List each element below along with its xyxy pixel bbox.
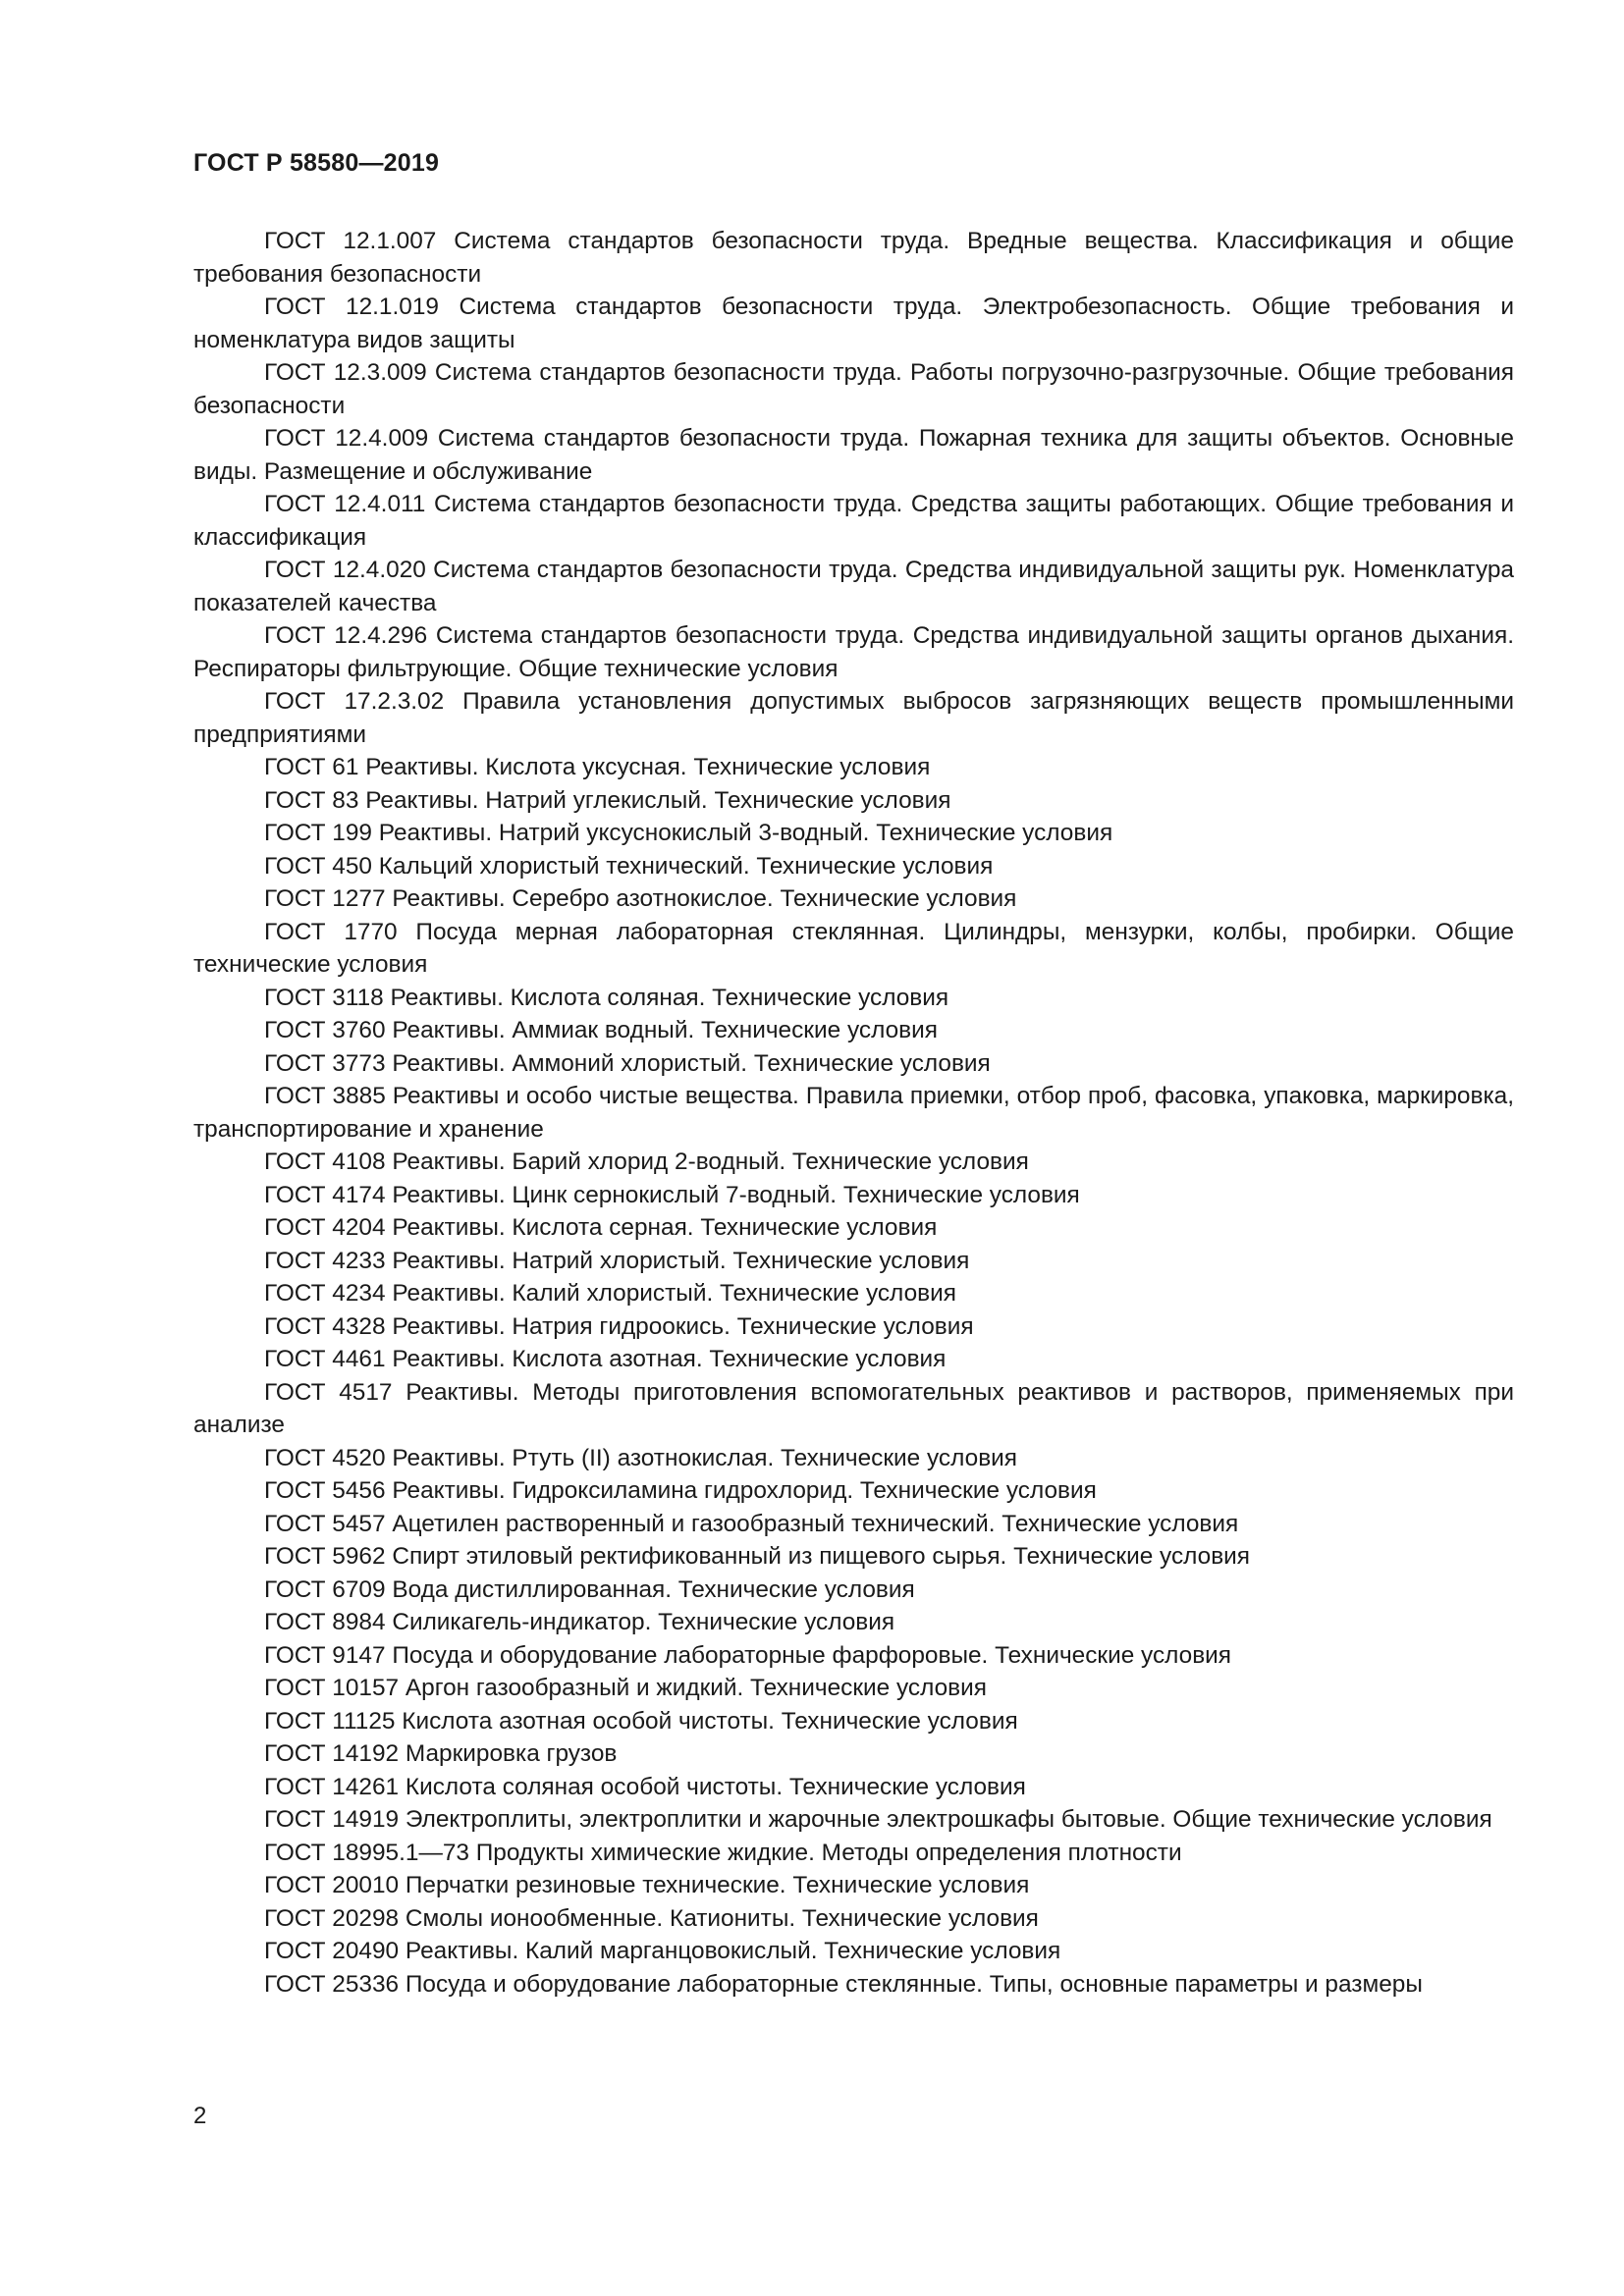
reference-entry: ГОСТ 8984 Силикагель-индикатор. Технические условия bbox=[264, 1609, 895, 1635]
reference-entry: ГОСТ 4234 Реактивы. Калий хлористый. Технические условия bbox=[264, 1280, 956, 1307]
reference-entry: ГОСТ 20298 Смолы ионообменные. Катиониты. Технические условия bbox=[264, 1904, 1039, 1932]
reference-entry: ГОСТ 4517 Реактивы. Методы приготовления вспомогательных реактивов и растворов, применяемых при анализе bbox=[193, 1378, 1514, 1438]
reference-entry: ГОСТ 83 Реактивы. Натрий углекислый. Технические условия bbox=[264, 786, 951, 814]
reference-entry: ГОСТ 450 Кальций хлористый технический. Технические условия bbox=[264, 852, 994, 880]
reference-entry: ГОСТ 9147 Посуда и оборудование лабораторные фарфоровые. Технические условия bbox=[264, 1641, 1232, 1669]
reference-entry: ГОСТ 61 Реактивы. Кислота уксусная. Технические условия bbox=[264, 754, 931, 780]
document-header: ГОСТ Р 58580—2019 bbox=[193, 149, 440, 177]
reference-entry: ГОСТ 4328 Реактивы. Натрия гидроокись. Технические условия bbox=[264, 1312, 974, 1340]
reference-entry: ГОСТ 20010 Перчатки резиновые технические. Технические условия bbox=[264, 1872, 1030, 1898]
reference-entry: ГОСТ 4204 Реактивы. Кислота серная. Технические условия bbox=[264, 1214, 938, 1241]
reference-entry: ГОСТ 4174 Реактивы. Цинк сернокислый 7-водный. Технические условия bbox=[264, 1181, 1080, 1208]
reference-entry: ГОСТ 5457 Ацетилен растворенный и газообразный технический. Технические условия bbox=[264, 1510, 1239, 1537]
reference-entry: ГОСТ 4520 Реактивы. Ртуть (II) азотнокислая. Технические условия bbox=[264, 1444, 1017, 1471]
reference-entry: ГОСТ 12.4.009 Система стандартов безопасности труда. Пожарная техника для защиты объектов. Основные виды. Размещение и обслуживание bbox=[193, 425, 1514, 485]
reference-entry: ГОСТ 12.3.009 Система стандартов безопасности труда. Работы погрузочно-разгрузочные. Общие требования безопасности bbox=[193, 359, 1514, 419]
reference-entry: ГОСТ 4108 Реактивы. Барий хлорид 2-водный. Технические условия bbox=[264, 1148, 1029, 1175]
reference-entry: ГОСТ 12.1.019 Система стандартов безопасности труда. Электробезопасность. Общие требования и номенклатура видов защиты bbox=[193, 294, 1514, 353]
reference-entry: ГОСТ 10157 Аргон газообразный и жидкий. Технические условия bbox=[264, 1675, 987, 1701]
reference-entry: ГОСТ 3773 Реактивы. Аммоний хлористый. Технические условия bbox=[264, 1049, 991, 1077]
reference-entry: ГОСТ 12.4.296 Система стандартов безопасности труда. Средства индивидуальной защиты органов дыхания. Респираторы фильтрующие. Общие технические условия bbox=[193, 622, 1514, 682]
reference-entry: ГОСТ 3885 Реактивы и особо чистые вещества. Правила приемки, отбор проб, фасовка, упаковка, маркировка, транспортирование и хранение bbox=[193, 1083, 1514, 1143]
reference-entry: ГОСТ 12.4.011 Система стандартов безопасности труда. Средства защиты работающих. Общие требования и классификация bbox=[193, 491, 1514, 551]
reference-entry: ГОСТ 1770 Посуда мерная лабораторная стеклянная. Цилиндры, мензурки, колбы, пробирки. Общие технические условия bbox=[193, 918, 1514, 978]
reference-entry: ГОСТ 14192 Маркировка грузов bbox=[264, 1740, 618, 1767]
reference-entry: ГОСТ 4461 Реактивы. Кислота азотная. Технические условия bbox=[264, 1346, 947, 1372]
reference-entry: ГОСТ 12.4.020 Система стандартов безопасности труда. Средства индивидуальной защиты рук. Номенклатура показателей качества bbox=[193, 557, 1514, 616]
reference-entry: ГОСТ 1277 Реактивы. Серебро азотнокислое. Технические условия bbox=[264, 885, 1017, 912]
reference-entry: ГОСТ 5962 Спирт этиловый ректификованный из пищевого сырья. Технические условия bbox=[264, 1543, 1251, 1570]
reference-entry: ГОСТ 14919 Электроплиты, электроплитки и жарочные электрошкафы бытовые. Общие технические условия bbox=[264, 1806, 1492, 1833]
reference-entry: ГОСТ 12.1.007 Система стандартов безопасности труда. Вредные вещества. Классификация и общие требования безопасности bbox=[193, 228, 1514, 288]
reference-entry: ГОСТ 20490 Реактивы. Калий марганцовокислый. Технические условия bbox=[264, 1938, 1061, 1964]
reference-entry: ГОСТ 6709 Вода дистиллированная. Технические условия bbox=[264, 1575, 915, 1603]
reference-entry: ГОСТ 3118 Реактивы. Кислота соляная. Технические условия bbox=[264, 984, 949, 1011]
reference-entry: ГОСТ 5456 Реактивы. Гидроксиламина гидрохлорид. Технические условия bbox=[264, 1477, 1097, 1504]
reference-entry: ГОСТ 25336 Посуда и оборудование лабораторные стеклянные. Типы, основные параметры и размеры bbox=[264, 1970, 1423, 1998]
normative-references-list bbox=[193, 225, 1514, 2001]
reference-entry: ГОСТ 11125 Кислота азотная особой чистоты. Технические условия bbox=[264, 1707, 1018, 1735]
page-number: 2 bbox=[193, 2103, 207, 2129]
reference-entry: ГОСТ 17.2.3.02 Правила установления допустимых выбросов загрязняющих веществ промышленными предприятиями bbox=[193, 688, 1514, 748]
reference-entry: ГОСТ 3760 Реактивы. Аммиак водный. Технические условия bbox=[264, 1017, 938, 1043]
reference-entry: ГОСТ 14261 Кислота соляная особой чистоты. Технические условия bbox=[264, 1773, 1026, 1800]
reference-entry: ГОСТ 199 Реактивы. Натрий уксуснокислый 3-водный. Технические условия bbox=[264, 820, 1113, 846]
reference-entry: ГОСТ 18995.1—73 Продукты химические жидкие. Методы определения плотности bbox=[264, 1839, 1182, 1866]
reference-entry: ГОСТ 4233 Реактивы. Натрий хлористый. Технические условия bbox=[264, 1247, 970, 1274]
